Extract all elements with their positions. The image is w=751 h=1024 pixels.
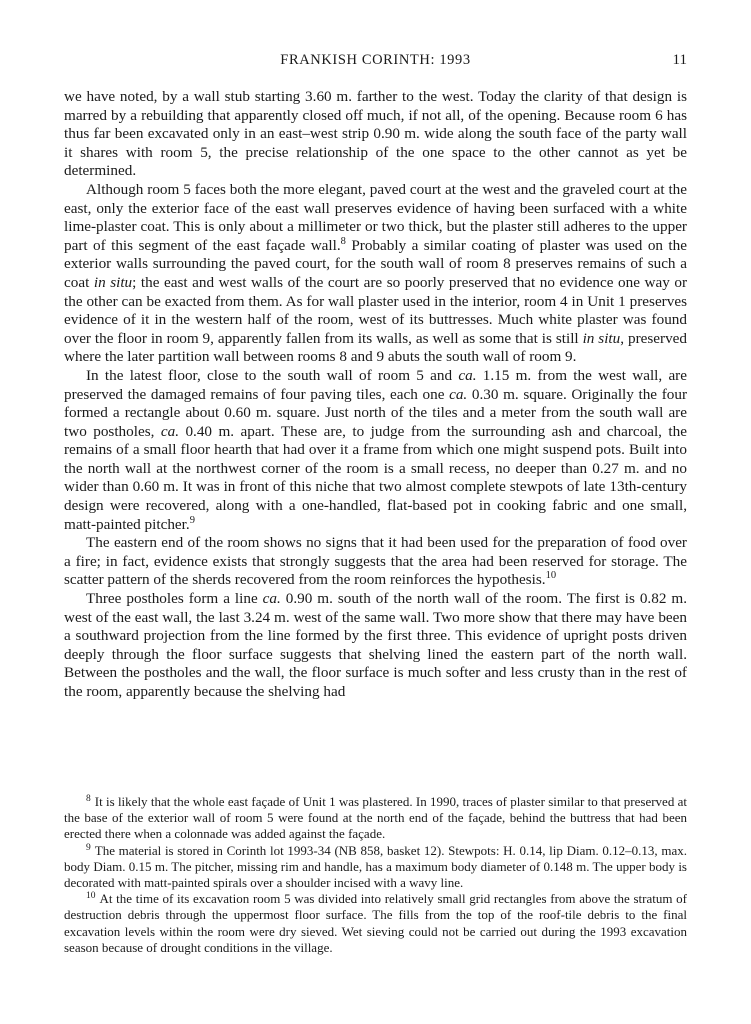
italic-ca: ca.	[262, 590, 281, 608]
running-head: FRANKISH CORINTH: 1993	[280, 52, 471, 68]
footnotes	[64, 794, 687, 956]
paragraph-2-text-a: Although room 5 faces both the more elegant, paved court at the west and the graveled court at the east, only the exterior face of the east wall preserves evidence of having been surfaced with a white lime-plaster coat. This is only about a millimeter or two thick, but the plaster still adheres to the upper part of this segment of the east façade wall.	[64, 180, 687, 254]
footnote-9	[64, 843, 687, 892]
paragraph-2	[64, 181, 687, 367]
footnote-ref-9[interactable]: 9	[189, 514, 195, 526]
italic-ca: ca.	[160, 422, 179, 440]
italic-ca: ca.	[449, 385, 468, 403]
footnote-ref-10[interactable]: 10	[545, 570, 557, 582]
italic-ca: ca.	[458, 366, 477, 384]
footnote-text: It is likely that the whole east façade of Unit 1 was plastered. In 1990, traces of plaster similar to that preserved at the base of the exterior wall of room 5 were found at the north end of the façade, behind the buttress that had been erected there when a colonnade was added against the façade.	[64, 794, 687, 842]
italic-in-situ: in situ	[582, 329, 621, 347]
footnote-text: The material is stored in Corinth lot 1993-34 (NB 858, basket 12). Stewpots: H. 0.14, lip Diam. 0.12–0.13, max. body Diam. 0.15 m. The pitcher, missing rim and handle, has a maximum body diameter of 0.148 m. The upper body is decorated with matt-painted spirals over a shoulder incised with a wavy line.	[64, 842, 687, 891]
paragraph-3	[64, 367, 687, 534]
paragraph-3-text-c: 0.30 m. square. Originally the four formed a rectangle about 0.60 m. square. Just north of the tiles and a meter from the south wall are two postholes,	[64, 385, 687, 440]
paragraph-2-text-c: ; the east and west walls of the court are so poorly preserved that no evidence one way or the other can be exacted from them. As for wall plaster used in the interior, room 4 in Unit 1 preserves evidence of it in the western half of the room, west of its buttresses. Much white plaster was found over the floor in room 9, apparently fallen from its walls, as well as some that is still	[64, 273, 687, 347]
paragraph-3-text-d: 0.40 m. apart. These are, to judge from the surrounding ash and charcoal, the remains of a small floor hearth that had over it a frame from which one might suspend pots. Built into the north wall at the northwest corner of the room is a small recess, no deeper than 0.27 m. and no wider than 0.60 m. It was in front of this niche that two almost complete stewpots of late 13th-century design were recovered, along with a one-handled, flat-based pot in cooking fabric and one small, matt-painted pitcher.	[64, 422, 687, 533]
paragraph-5-text-a: Three postholes form a line	[86, 590, 263, 608]
paragraph-3-text-b: 1.15 m. from the west wall, are preserved the damaged remains of four paving tiles, each one	[64, 366, 687, 403]
footnote-text: At the time of its excavation room 5 was divided into relatively small grid rectangles from above the stratum of destruction debris through the uppermost floor surface. The fills from the top of the roof-tile debris to the final excavation levels within the room were dry sieved. Wet sieving could not be carried out during the 1993 excavation season because of drought conditions in the village.	[64, 891, 687, 955]
body-text	[64, 88, 687, 702]
paragraph-5-text-b: 0.90 m. south of the north wall of the room. The first is 0.82 m. west of the east wall, the last 3.24 m. west of the same wall. Two more show that there may have been a southward projection from the line formed by the first three. This evidence of upright posts driven deeply through the floor surface suggests that shelving lined the eastern part of the north wall. Between the postholes and the wall, the floor surface is much softer and less crusty than in the rest of the room, apparently because the shelving had	[64, 590, 687, 700]
paragraph-4	[64, 534, 687, 590]
paragraph-2-text-b: Probably a similar coating of plaster was used on the exterior walls surrounding the paved court, for the south wall of room 8 preserves remains of such a coat	[64, 236, 687, 291]
footnote-number: 9	[86, 842, 91, 853]
footnote-number: 8	[86, 794, 91, 804]
footnote-8	[64, 794, 687, 843]
footnote-ref-8[interactable]: 8	[340, 235, 346, 247]
page-number: 11	[672, 52, 687, 68]
footnote-number: 10	[86, 891, 96, 902]
paragraph-2-text-d: , preserved where the later partition wall between rooms 8 and 9 abuts the south wall of room 9.	[64, 329, 688, 366]
paragraph-1: we have noted, by a wall stub starting 3.60 m. farther to the west. Today the clarity of that design is marred by a rebuilding that apparently closed off much, if not all, of the opening. Because room 6 has thus far been excavated only in an east–west strip 0.90 m. wide along the south face of the party wall it shares with room 5, the precise relationship of the one space to the other cannot as yet be determined.	[64, 88, 687, 180]
footnote-10	[64, 891, 687, 956]
page-header	[0, 52, 751, 74]
paragraph-3-text-a: In the latest floor, close to the south wall of room 5 and	[86, 366, 459, 384]
paragraph-5	[64, 590, 687, 702]
paragraph-4-text: The eastern end of the room shows no signs that it had been used for the preparation of food over a fire; in fact, evidence exists that strongly suggests that the area had been reserved for storage. The scatter pattern of the sherds recovered from the room reinforces the hypothesis.	[64, 534, 687, 589]
italic-in-situ: in situ	[93, 273, 133, 291]
